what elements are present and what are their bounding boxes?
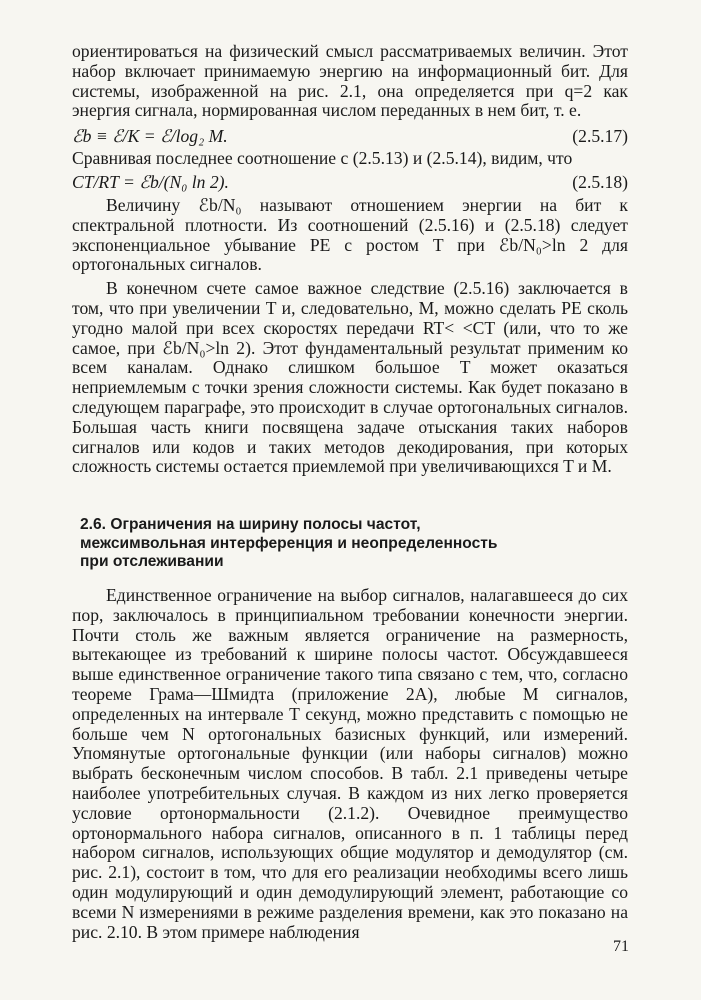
section-body xyxy=(72,586,628,942)
equation-formula: ℰb ≡ ℰ/K = ℰ/log₂ M. xyxy=(72,126,228,147)
paragraph-energy-per-bit: ориентироваться на физический смысл рассматриваемых величин. Этот набор включает принимаемую энергию на информационный бит. Для системы, изображенной на рис. 2.1, она определяется при q=2 как энергия сигнала, нормированная числом переданных в нем бит, т. е. xyxy=(72,41,628,121)
top-text-block xyxy=(72,42,628,477)
equation-2-5-18 xyxy=(72,171,628,193)
equation-number: (2.5.18) xyxy=(572,171,628,192)
page-number: 71 xyxy=(613,938,629,955)
paragraph-consequence: В конечном счете самое важное следствие (2.5.16) заключается в том, что при увеличении T и, следовательно, M, можно сделать PE сколь угодно малой при всех скоростях передачи RT< <CT (или, что то же самое, при ℰb/N₀>ln 2). Этот фундаментальный результат применим ко всем каналам. Однако слишком большое T может оказаться неприемлемым с точки зрения сложности системы. Как будет показано в следующем параграфе, это происходит в случае ортогональных сигналов. Большая часть книги посвящена задаче отыскания таких наборов сигналов или кодов и таких методов декодирования, при которых сложность системы остается приемлемой при увеличивающихся T и M. xyxy=(72,278,628,477)
equation-number: (2.5.17) xyxy=(572,126,628,147)
section-title-line: при отслеживании xyxy=(80,553,224,570)
section-title-line: межсимвольная интерференция и неопределенность xyxy=(80,534,498,552)
paragraph-bandwidth-constraint: Единственное ограничение на выбор сигналов, налагавшееся до сих пор, заключалось в принципиальном требовании конечности энергии. Почти столь же важным является ограничение на размерность, вытекающее из требований к ширине полосы частот. Обсуждавшееся выше единственное ограничение такого типа связано с тем, что, согласно теореме Грама—Шмидта (приложение 2А), любые M сигналов, определенных на интервале T секунд, можно представить с помощью не больше чем N ортогональных базисных функций, или измерений. Упомянутые ортогональные функции (или наборы сигналов) можно выбрать бесконечным числом способов. В табл. 2.1 приведены четыре наиболее употребительных случая. В каждом из них легко проверяется условие ортонормальности (2.1.2). Очевидное преимущество ортонормального набора сигналов, описанного в п. 1 таблицы перед набором сигналов, использующих общие модулятор и демодулятор (см. рис. 2.1), состоит в том, что для его реализации необходимы всего лишь один модулирующий и один демодулирующий элемент, работающие со всеми N измерениями в режиме разделения времени, как это показано на рис. 2.10. В этом примере наблюдения xyxy=(72,585,628,942)
equation-2-5-17 xyxy=(72,125,628,147)
paragraph-comparison: Сравнивая последнее соотношение с (2.5.13) и (2.5.14), видим, что xyxy=(72,148,573,169)
section-title xyxy=(80,516,600,572)
section-title-line: 2.6. Ограничения на ширину полосы частот, xyxy=(80,516,421,533)
equation-formula: CT/RT = ℰb/(N₀ ln 2). xyxy=(72,171,229,192)
section-heading xyxy=(80,516,600,572)
paragraph-eb-n0: Величину ℰb/N₀ называют отношением энергии на бит к спектральной плотности. Из соотношений (2.5.16) и (2.5.18) следует экспоненциальное убывание PE с ростом T при ℰb/N₀>ln 2 для ортогональных сигналов. xyxy=(72,194,628,275)
